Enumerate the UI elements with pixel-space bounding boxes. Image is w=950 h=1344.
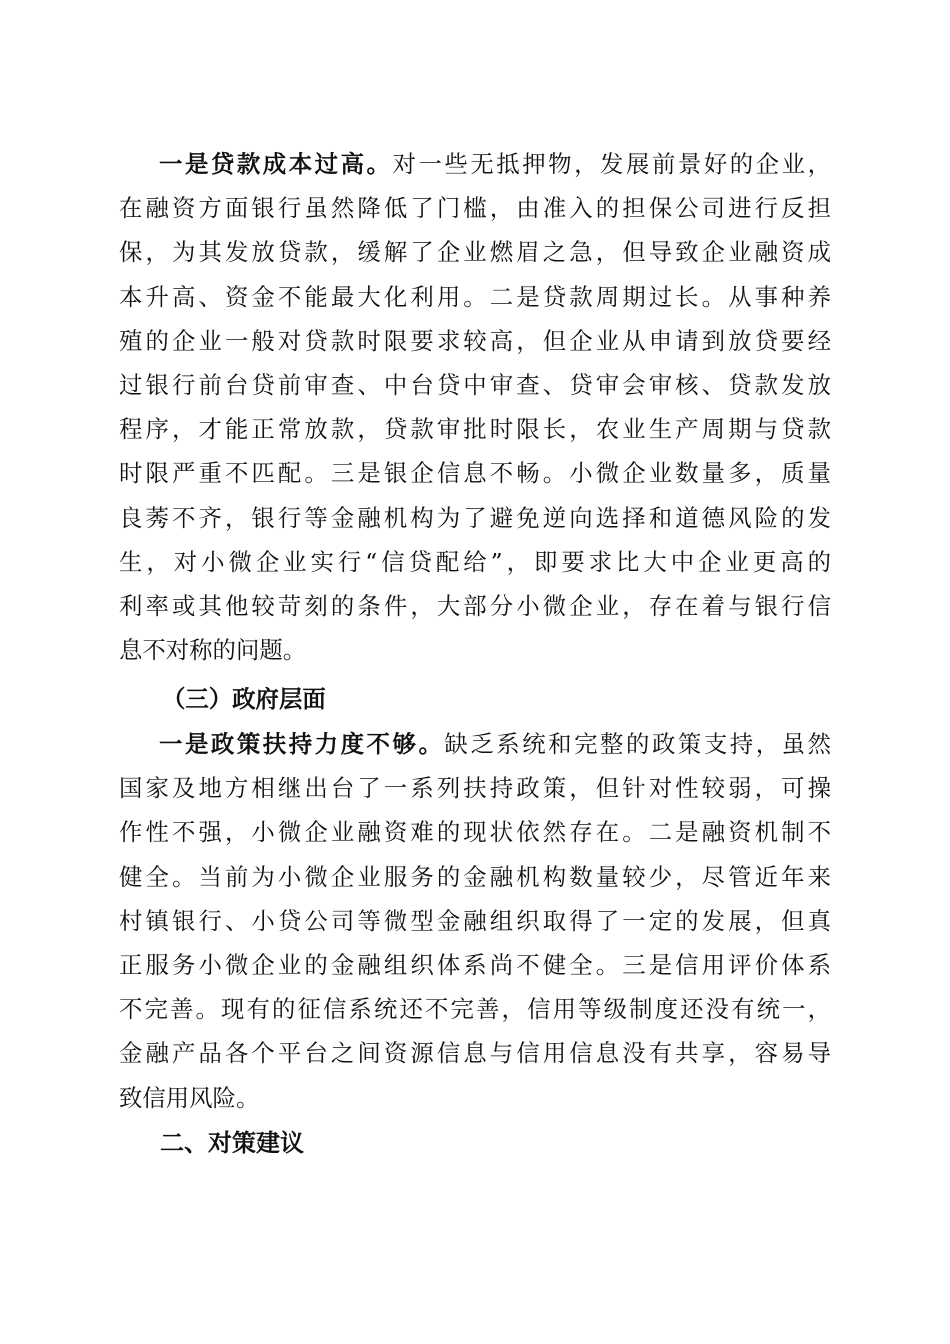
paragraph-line: 在融资方面银行虽然降低了门槛，由准入的担保公司进行反担 (119, 194, 831, 223)
paragraph-line: 程序，才能正常放款，贷款审批时限长，农业生产周期与贷款 (119, 415, 831, 444)
lead-phrase: 一是政策扶持力度不够。 (159, 730, 445, 758)
paragraph-line: 利率或其他较苛刻的条件，大部分小微企业，存在着与银行信 (119, 591, 831, 620)
paragraph-line: 过银行前台贷前审查、中台贷中审查、贷审会审核、贷款发放 (119, 370, 831, 399)
paragraph-line: 国家及地方相继出台了一系列扶持政策，但针对性较弱，可操 (119, 774, 831, 803)
paragraph-financing-issues (119, 142, 831, 672)
paragraph-government-issues (119, 722, 831, 1120)
paragraph-line: 一是贷款成本过高。对一些无抵押物，发展前景好的企业， (159, 150, 831, 178)
paragraph-line: 生，对小微企业实行“信贷配给”，即要求比大中企业更高的 (119, 547, 831, 576)
paragraph-line: 作性不强，小微企业融资难的现状依然存在。二是融资机制不 (119, 818, 831, 847)
paragraph-line: 金融产品各个平台之间资源信息与信用信息没有共享，容易导 (119, 1039, 831, 1068)
lead-phrase: 一是贷款成本过高。 (159, 150, 393, 178)
paragraph-line: 一是政策扶持力度不够。缺乏系统和完整的政策支持，虽然 (159, 730, 832, 758)
paragraph-line: 不完善。现有的征信系统还不完善，信用等级制度还没有统一， (119, 995, 831, 1024)
paragraph-line: 保，为其发放贷款，缓解了企业燃眉之急，但导致企业融资成 (119, 238, 831, 267)
paragraph-line: 致信用风险。 (119, 1083, 260, 1112)
paragraph-line: 正服务小微企业的金融组织体系尚不健全。三是信用评价体系 (119, 950, 831, 979)
section-heading-recommendations: 二、对策建议 (160, 1129, 304, 1157)
paragraph-line: 本升高、资金不能最大化利用。二是贷款周期过长。从事种养 (119, 282, 831, 311)
paragraph-line: 良莠不齐，银行等金融机构为了避免逆向选择和道德风险的发 (119, 503, 831, 532)
paragraph-line: 时限严重不匹配。三是银企信息不畅。小微企业数量多，质量 (119, 459, 831, 488)
section-heading-government: （三）政府层面 (162, 685, 326, 713)
paragraph-line: 健全。当前为小微企业服务的金融机构数量较少，尽管近年来 (119, 862, 831, 891)
paragraph-line: 殖的企业一般对贷款时限要求较高，但企业从申请到放贷要经 (119, 326, 831, 355)
paragraph-line: 村镇银行、小贷公司等微型金融组织取得了一定的发展，但真 (119, 906, 831, 935)
paragraph-line: 息不对称的问题。 (119, 636, 307, 665)
